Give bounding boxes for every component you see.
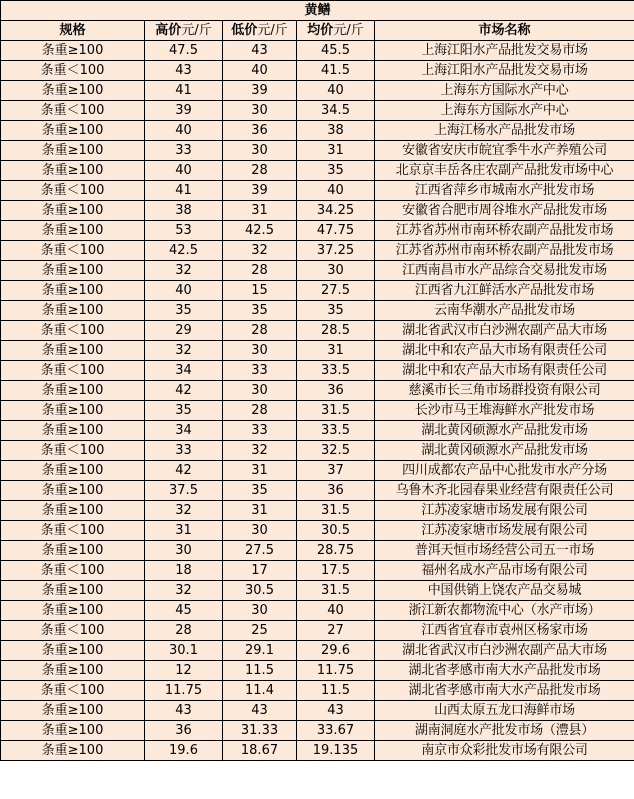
spec-cell: 条重≥100 [1, 641, 145, 661]
avg-price-cell: 40 [297, 81, 375, 101]
spec-cell: 条重≥100 [1, 461, 145, 481]
high-price-cell: 33 [145, 141, 223, 161]
table-row [1, 461, 634, 481]
spec-cell: 条重≥100 [1, 41, 145, 61]
high-price-cell: 47.5 [145, 41, 223, 61]
market-name-cell: 江西南昌市水产品综合交易批发市场 [375, 261, 634, 281]
market-name-cell: 江苏省苏州市南环桥农副产品批发市场 [375, 241, 634, 261]
high-price-cell: 53 [145, 221, 223, 241]
market-name-cell: 上海江杨水产品批发市场 [375, 121, 634, 141]
market-name-cell: 湖北省孝感市南大水产品批发市场 [375, 681, 634, 701]
table-row [1, 261, 634, 281]
avg-price-cell: 35 [297, 301, 375, 321]
avg-price-cell: 31.5 [297, 401, 375, 421]
avg-price-cell: 27.5 [297, 281, 375, 301]
avg-price-cell: 47.75 [297, 221, 375, 241]
avg-price-cell: 33.5 [297, 361, 375, 381]
low-price-cell: 35 [223, 301, 297, 321]
avg-price-cell: 31 [297, 141, 375, 161]
high-price-cell: 42 [145, 381, 223, 401]
market-name-cell: 福州名成水产品市场有限公司 [375, 561, 634, 581]
low-price-cell: 30 [223, 521, 297, 541]
market-name-cell: 湖北省孝感市南大水产品批发市场 [375, 661, 634, 681]
spec-cell: 条重≥100 [1, 221, 145, 241]
avg-price-cell: 30 [297, 261, 375, 281]
market-name-cell: 中国供销上饶农产品交易城 [375, 581, 634, 601]
market-name-cell: 江西省萍乡市城南水产批发市场 [375, 181, 634, 201]
low-price-cell: 30.5 [223, 581, 297, 601]
spec-cell: 条重≥100 [1, 161, 145, 181]
avg-price-cell: 11.5 [297, 681, 375, 701]
market-name-cell: 湖北省武汉市白沙洲农副产品大市场 [375, 321, 634, 341]
market-name-cell: 湖北黄冈硕源水产品批发市场 [375, 421, 634, 441]
avg-price-cell: 43 [297, 701, 375, 721]
low-price-cell: 18.67 [223, 741, 297, 761]
spec-cell: 条重≥100 [1, 381, 145, 401]
table-row [1, 561, 634, 581]
table-row [1, 601, 634, 621]
table-row [1, 701, 634, 721]
avg-price-cell: 34.5 [297, 101, 375, 121]
low-price-cell: 30 [223, 101, 297, 121]
market-name-cell: 江苏凌家塘市场发展有限公司 [375, 501, 634, 521]
market-name-cell: 湖北中和农产品大市场有限责任公司 [375, 361, 634, 381]
avg-price-cell: 37 [297, 461, 375, 481]
high-price-cell: 39 [145, 101, 223, 121]
high-price-cell: 30 [145, 541, 223, 561]
low-price-cell: 43 [223, 701, 297, 721]
high-price-cell: 38 [145, 201, 223, 221]
high-price-cell: 40 [145, 281, 223, 301]
header-avg: 均价元/斤 [297, 21, 375, 41]
high-price-cell: 32 [145, 581, 223, 601]
high-price-cell: 42 [145, 461, 223, 481]
low-price-cell: 33 [223, 361, 297, 381]
title-row [1, 1, 634, 21]
avg-price-cell: 31 [297, 341, 375, 361]
high-price-cell: 43 [145, 701, 223, 721]
table-row [1, 541, 634, 561]
high-price-cell: 19.6 [145, 741, 223, 761]
spec-cell: 条重≥100 [1, 201, 145, 221]
market-name-cell: 江苏省苏州市南环桥农副产品批发市场 [375, 221, 634, 241]
market-name-cell: 云南华潮水产品批发市场 [375, 301, 634, 321]
high-price-cell: 45 [145, 601, 223, 621]
low-price-cell: 30 [223, 141, 297, 161]
high-price-cell: 11.75 [145, 681, 223, 701]
low-price-cell: 28 [223, 261, 297, 281]
spec-cell: 条重≥100 [1, 281, 145, 301]
low-price-cell: 29.1 [223, 641, 297, 661]
table-title: 黄鳝 [1, 1, 634, 21]
low-price-cell: 33 [223, 421, 297, 441]
high-price-cell: 32 [145, 501, 223, 521]
low-price-cell: 30 [223, 601, 297, 621]
spec-cell: 条重≥100 [1, 421, 145, 441]
spec-cell: 条重≥100 [1, 481, 145, 501]
spec-cell: 条重≥100 [1, 541, 145, 561]
high-price-cell: 36 [145, 721, 223, 741]
avg-price-cell: 28.5 [297, 321, 375, 341]
avg-price-cell: 31.5 [297, 501, 375, 521]
market-name-cell: 乌鲁木齐北园春果业经营有限责任公司 [375, 481, 634, 501]
table-row [1, 361, 634, 381]
market-name-cell: 浙江新农都物流中心（水产市场） [375, 601, 634, 621]
table-row [1, 401, 634, 421]
table-row [1, 241, 634, 261]
table-row [1, 81, 634, 101]
low-price-cell: 30 [223, 341, 297, 361]
high-price-cell: 12 [145, 661, 223, 681]
spec-cell: 条重≥100 [1, 661, 145, 681]
spec-cell: 条重≥100 [1, 721, 145, 741]
table-row [1, 281, 634, 301]
market-name-cell: 上海江阳水产品批发交易市场 [375, 41, 634, 61]
table-row [1, 741, 634, 761]
high-price-cell: 28 [145, 621, 223, 641]
avg-price-cell: 41.5 [297, 61, 375, 81]
spec-cell: 条重＜100 [1, 681, 145, 701]
low-price-cell: 11.4 [223, 681, 297, 701]
market-name-cell: 上海江阳水产品批发交易市场 [375, 61, 634, 81]
table-row [1, 201, 634, 221]
avg-price-cell: 38 [297, 121, 375, 141]
spec-cell: 条重≥100 [1, 501, 145, 521]
spec-cell: 条重≥100 [1, 261, 145, 281]
avg-price-cell: 45.5 [297, 41, 375, 61]
avg-price-cell: 29.6 [297, 641, 375, 661]
avg-price-cell: 31.5 [297, 581, 375, 601]
low-price-cell: 36 [223, 121, 297, 141]
high-price-cell: 35 [145, 301, 223, 321]
avg-price-cell: 36 [297, 381, 375, 401]
market-name-cell: 普洱天恒市场经营公司五一市场 [375, 541, 634, 561]
table-row [1, 101, 634, 121]
low-price-cell: 31 [223, 501, 297, 521]
avg-price-cell: 33.5 [297, 421, 375, 441]
header-market: 市场名称 [375, 21, 634, 41]
low-price-cell: 31 [223, 201, 297, 221]
market-name-cell: 慈溪市长三角市场群投资有限公司 [375, 381, 634, 401]
low-price-cell: 35 [223, 481, 297, 501]
market-name-cell: 北京京丰岳各庄农副产品批发市场中心 [375, 161, 634, 181]
spec-cell: 条重＜100 [1, 561, 145, 581]
low-price-cell: 17 [223, 561, 297, 581]
spec-cell: 条重＜100 [1, 521, 145, 541]
high-price-cell: 30.1 [145, 641, 223, 661]
spec-cell: 条重≥100 [1, 581, 145, 601]
low-price-cell: 32 [223, 441, 297, 461]
table-row [1, 61, 634, 81]
market-name-cell: 湖北中和农产品大市场有限责任公司 [375, 341, 634, 361]
spec-cell: 条重＜100 [1, 621, 145, 641]
spec-cell: 条重＜100 [1, 241, 145, 261]
high-price-cell: 35 [145, 401, 223, 421]
low-price-cell: 40 [223, 61, 297, 81]
table-row [1, 721, 634, 741]
market-name-cell: 四川成都农产品中心批发市水产分场 [375, 461, 634, 481]
low-price-cell: 25 [223, 621, 297, 641]
low-price-cell: 11.5 [223, 661, 297, 681]
header-high: 高价元/斤 [145, 21, 223, 41]
avg-price-cell: 33.67 [297, 721, 375, 741]
high-price-cell: 33 [145, 441, 223, 461]
low-price-cell: 28 [223, 161, 297, 181]
table-row [1, 521, 634, 541]
low-price-cell: 15 [223, 281, 297, 301]
avg-price-cell: 40 [297, 181, 375, 201]
market-name-cell: 山西太原五龙口海鲜市场 [375, 701, 634, 721]
market-name-cell: 南京市众彩批发市场有限公司 [375, 741, 634, 761]
avg-price-cell: 30.5 [297, 521, 375, 541]
avg-price-cell: 36 [297, 481, 375, 501]
spec-cell: 条重＜100 [1, 321, 145, 341]
high-price-cell: 29 [145, 321, 223, 341]
spec-cell: 条重＜100 [1, 361, 145, 381]
avg-price-cell: 35 [297, 161, 375, 181]
avg-price-cell: 32.5 [297, 441, 375, 461]
spec-cell: 条重＜100 [1, 101, 145, 121]
table-row [1, 141, 634, 161]
high-price-cell: 32 [145, 261, 223, 281]
low-price-cell: 27.5 [223, 541, 297, 561]
table-row [1, 41, 634, 61]
low-price-cell: 43 [223, 41, 297, 61]
market-name-cell: 湖南洞庭水产批发市场（澧县） [375, 721, 634, 741]
low-price-cell: 28 [223, 401, 297, 421]
spec-cell: 条重≥100 [1, 741, 145, 761]
header-low: 低价元/斤 [223, 21, 297, 41]
high-price-cell: 31 [145, 521, 223, 541]
market-name-cell: 安徽省合肥市周谷堆水产品批发市场 [375, 201, 634, 221]
spec-cell: 条重≥100 [1, 701, 145, 721]
table-row [1, 681, 634, 701]
avg-price-cell: 17.5 [297, 561, 375, 581]
market-name-cell: 江西省九江鲜活水产品批发市场 [375, 281, 634, 301]
high-price-cell: 32 [145, 341, 223, 361]
spec-cell: 条重＜100 [1, 441, 145, 461]
table-row [1, 321, 634, 341]
avg-price-cell: 11.75 [297, 661, 375, 681]
avg-price-cell: 40 [297, 601, 375, 621]
low-price-cell: 31.33 [223, 721, 297, 741]
market-name-cell: 上海东方国际水产中心 [375, 101, 634, 121]
low-price-cell: 42.5 [223, 221, 297, 241]
table-row [1, 581, 634, 601]
avg-price-cell: 34.25 [297, 201, 375, 221]
low-price-cell: 30 [223, 381, 297, 401]
avg-price-cell: 19.135 [297, 741, 375, 761]
spec-cell: 条重≥100 [1, 601, 145, 621]
avg-price-cell: 27 [297, 621, 375, 641]
high-price-cell: 40 [145, 161, 223, 181]
spec-cell: 条重≥100 [1, 141, 145, 161]
table-row [1, 501, 634, 521]
spec-cell: 条重＜100 [1, 181, 145, 201]
table-row [1, 441, 634, 461]
market-name-cell: 上海东方国际水产中心 [375, 81, 634, 101]
table-row [1, 481, 634, 501]
low-price-cell: 39 [223, 81, 297, 101]
high-price-cell: 42.5 [145, 241, 223, 261]
low-price-cell: 31 [223, 461, 297, 481]
avg-price-cell: 28.75 [297, 541, 375, 561]
table-row [1, 341, 634, 361]
table-row [1, 121, 634, 141]
low-price-cell: 32 [223, 241, 297, 261]
table-body [1, 41, 634, 761]
market-name-cell: 江西省宜春市袁州区杨家市场 [375, 621, 634, 641]
high-price-cell: 41 [145, 81, 223, 101]
table-row [1, 421, 634, 441]
table-row [1, 221, 634, 241]
high-price-cell: 18 [145, 561, 223, 581]
market-name-cell: 江苏凌家塘市场发展有限公司 [375, 521, 634, 541]
table-row [1, 621, 634, 641]
avg-price-cell: 37.25 [297, 241, 375, 261]
high-price-cell: 43 [145, 61, 223, 81]
high-price-cell: 34 [145, 421, 223, 441]
market-name-cell: 湖北省武汉市白沙洲农副产品大市场 [375, 641, 634, 661]
market-name-cell: 湖北黄冈硕源水产品批发市场 [375, 441, 634, 461]
market-name-cell: 长沙市马王堆海鲜水产批发市场 [375, 401, 634, 421]
spec-cell: 条重≥100 [1, 81, 145, 101]
spec-cell: 条重≥100 [1, 341, 145, 361]
spec-cell: 条重＜100 [1, 61, 145, 81]
spec-cell: 条重≥100 [1, 121, 145, 141]
table-row [1, 181, 634, 201]
table-row [1, 301, 634, 321]
spec-cell: 条重≥100 [1, 301, 145, 321]
table-row [1, 641, 634, 661]
low-price-cell: 39 [223, 181, 297, 201]
low-price-cell: 28 [223, 321, 297, 341]
header-spec: 规格 [1, 21, 145, 41]
table-row [1, 381, 634, 401]
high-price-cell: 40 [145, 121, 223, 141]
table-row [1, 661, 634, 681]
market-name-cell: 安徽省安庆市皖宜季牛水产养殖公司 [375, 141, 634, 161]
table-row [1, 161, 634, 181]
high-price-cell: 41 [145, 181, 223, 201]
spec-cell: 条重≥100 [1, 401, 145, 421]
high-price-cell: 37.5 [145, 481, 223, 501]
high-price-cell: 34 [145, 361, 223, 381]
header-row [1, 21, 634, 41]
